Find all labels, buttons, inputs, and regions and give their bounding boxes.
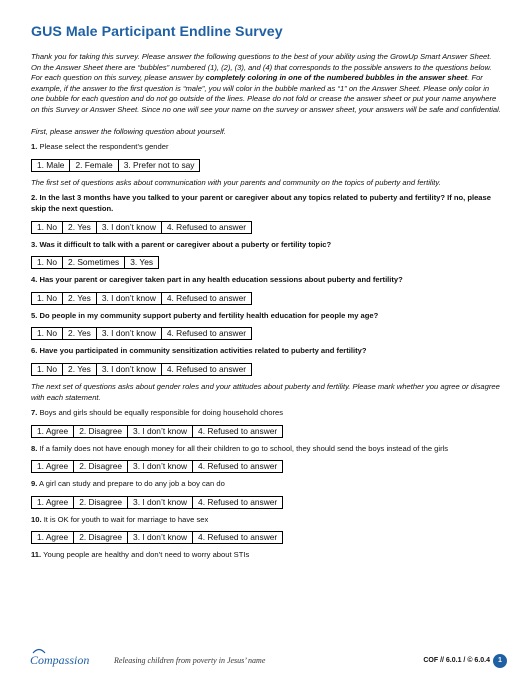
- question-text: In the last 3 months have you talked to your parent or caregiver about any topics related to puberty and fertility? If no, please skip the next question.: [31, 193, 491, 213]
- option-3: 3. I don’t know: [97, 364, 162, 375]
- option-4: 4. Refused to answer: [166, 292, 247, 303]
- question-text: If a family does not have enough money for all their children to go to school, they should send the boys instead of the girls: [39, 443, 449, 453]
- footer-tagline: Releasing children from poverty in Jesus’ name: [114, 656, 266, 665]
- question-number: 1.: [31, 142, 38, 152]
- intro-text-2: . For example, if the answer to the first question is “male”, you will color in the bubble marked as “1” on the Answer Sheet. Please only color in one bubble for each question and do not go outside of the lines. Please do not fold or crease the answer sheet or put your name anywhere on this Survey or Answer Sheet. Since no one will see your name on the survey or answer sheet, your answers will be safe and confidential.: [31, 73, 501, 114]
- intro-paragraph: [31, 52, 501, 116]
- question-10: [31, 515, 501, 526]
- options-q1: [31, 159, 200, 172]
- question-text: A girl can study and prepare to do any job a boy can do: [39, 479, 225, 489]
- option-4: 4. Refused to answer: [198, 532, 278, 543]
- option-2: 2. Yes: [63, 364, 97, 375]
- option-3: 3. I don’t know: [128, 532, 193, 543]
- option-3: 3. I don’t know: [128, 461, 193, 472]
- option-2: 2. Disagree: [74, 532, 128, 543]
- compassion-logo-text: Compassion: [30, 653, 90, 667]
- question-number: 11.: [31, 550, 42, 560]
- options-q5: [31, 327, 252, 340]
- option-1: 1. Agree: [32, 426, 74, 437]
- question-text: Boys and girls should be equally responsible for doing household chores: [39, 408, 284, 418]
- question-11: [31, 550, 501, 561]
- options-q3: [31, 256, 159, 269]
- section-about-you: First, please answer the following question about yourself.: [31, 126, 227, 136]
- option-1: 1. Male: [32, 160, 70, 171]
- option-3: 3. I don’t know: [128, 497, 193, 508]
- question-1: [31, 142, 501, 153]
- question-4: [31, 275, 501, 286]
- option-4: 4. Refused to answer: [198, 425, 278, 436]
- option-3: 3. I don’t know: [97, 293, 162, 304]
- options-q10: [31, 531, 283, 544]
- option-1: 1. No: [32, 364, 63, 375]
- question-8: [31, 444, 501, 455]
- page-title: GUS Male Participant Endline Survey: [31, 24, 283, 40]
- question-number: 6.: [31, 346, 38, 356]
- option-1: 1. No: [32, 222, 63, 233]
- option-1: 1. Agree: [32, 497, 74, 508]
- question-number: 5.: [31, 310, 38, 320]
- question-2: [31, 193, 501, 214]
- question-5: [31, 311, 501, 322]
- question-6: [31, 346, 501, 357]
- options-q9: [31, 496, 283, 509]
- option-2: 2. Sometimes: [63, 257, 125, 268]
- question-number: 7.: [31, 408, 38, 418]
- option-4: 4. Refused to answer: [198, 461, 278, 472]
- option-1: 1. No: [32, 257, 63, 268]
- question-7: [31, 408, 501, 419]
- option-3: 3. Yes: [130, 257, 154, 268]
- option-4: 4. Refused to answer: [166, 221, 247, 232]
- option-4: 4. Refused to answer: [166, 363, 247, 374]
- option-4: 4. Refused to answer: [166, 328, 247, 339]
- options-q6: [31, 363, 252, 376]
- option-1: 1. No: [32, 293, 63, 304]
- question-9: [31, 479, 501, 490]
- option-2: 2. Yes: [63, 293, 97, 304]
- option-1: 1. Agree: [32, 532, 74, 543]
- options-q7: [31, 425, 283, 438]
- intro-bold-instruction: completely coloring in one of the numbered bubbles in the answer sheet: [205, 73, 468, 83]
- intro-text-1: Thank you for taking this survey. Please answer the following questions to the best of your ability using the GrowUp Smart Answer Sheet. On the Answer Sheet there are “bubbles” numbered (1), (2), (3), and (4) that corresponds to the possible answers to the questions below. For each question on this survey, please answer by: [31, 52, 492, 83]
- question-text: Young people are healthy and don’t need to worry about STIs: [43, 550, 250, 560]
- question-text: Was it difficult to talk with a parent or caregiver about a puberty or fertility topic?: [39, 239, 332, 249]
- option-2: 2. Female: [70, 160, 118, 171]
- page-footer: [30, 653, 504, 673]
- options-q4: [31, 292, 252, 305]
- options-q2: [31, 221, 252, 234]
- option-3: 3. Prefer not to say: [123, 159, 195, 170]
- option-2: 2. Disagree: [74, 426, 128, 437]
- option-1: 1. Agree: [32, 461, 74, 472]
- question-text: Please select the respondent’s gender: [39, 142, 169, 152]
- survey-page: [31, 24, 501, 563]
- option-3: 3. I don’t know: [97, 222, 162, 233]
- page-number-badge: 1: [493, 654, 507, 668]
- option-3: 3. I don’t know: [97, 328, 162, 339]
- question-text: Have you participated in community sensitization activities related to puberty and fertility?: [39, 346, 367, 356]
- question-number: 2.: [31, 193, 38, 203]
- question-number: 9.: [31, 479, 38, 489]
- section-communication: The first set of questions asks about communication with your parents and community on the topics of puberty and fertility.: [31, 177, 441, 187]
- options-q8: [31, 460, 283, 473]
- option-1: 1. No: [32, 328, 63, 339]
- option-2: 2. Disagree: [74, 461, 128, 472]
- option-3: 3. I don’t know: [128, 426, 193, 437]
- question-text: It is OK for youth to wait for marriage to have sex: [43, 514, 209, 524]
- question-text: Do people in my community support puberty and fertility health education for people my age?: [39, 310, 379, 320]
- question-3: [31, 240, 501, 251]
- question-number: 4.: [31, 275, 38, 285]
- question-number: 8.: [31, 443, 38, 453]
- option-2: 2. Disagree: [74, 497, 128, 508]
- option-2: 2. Yes: [63, 328, 97, 339]
- option-2: 2. Yes: [63, 222, 97, 233]
- question-number: 3.: [31, 239, 38, 249]
- option-4: 4. Refused to answer: [198, 496, 278, 507]
- question-number: 10.: [31, 514, 42, 524]
- document-code: COF // 6.0.1 / © 6.0.4: [423, 657, 490, 664]
- question-text: Has your parent or caregiver taken part in any health education sessions about puberty and fertility?: [39, 275, 403, 285]
- section-gender: The next set of questions asks about gender roles and your attitudes about puberty and fertility. Please mark whether you agree or disagree with each statement.: [31, 381, 500, 402]
